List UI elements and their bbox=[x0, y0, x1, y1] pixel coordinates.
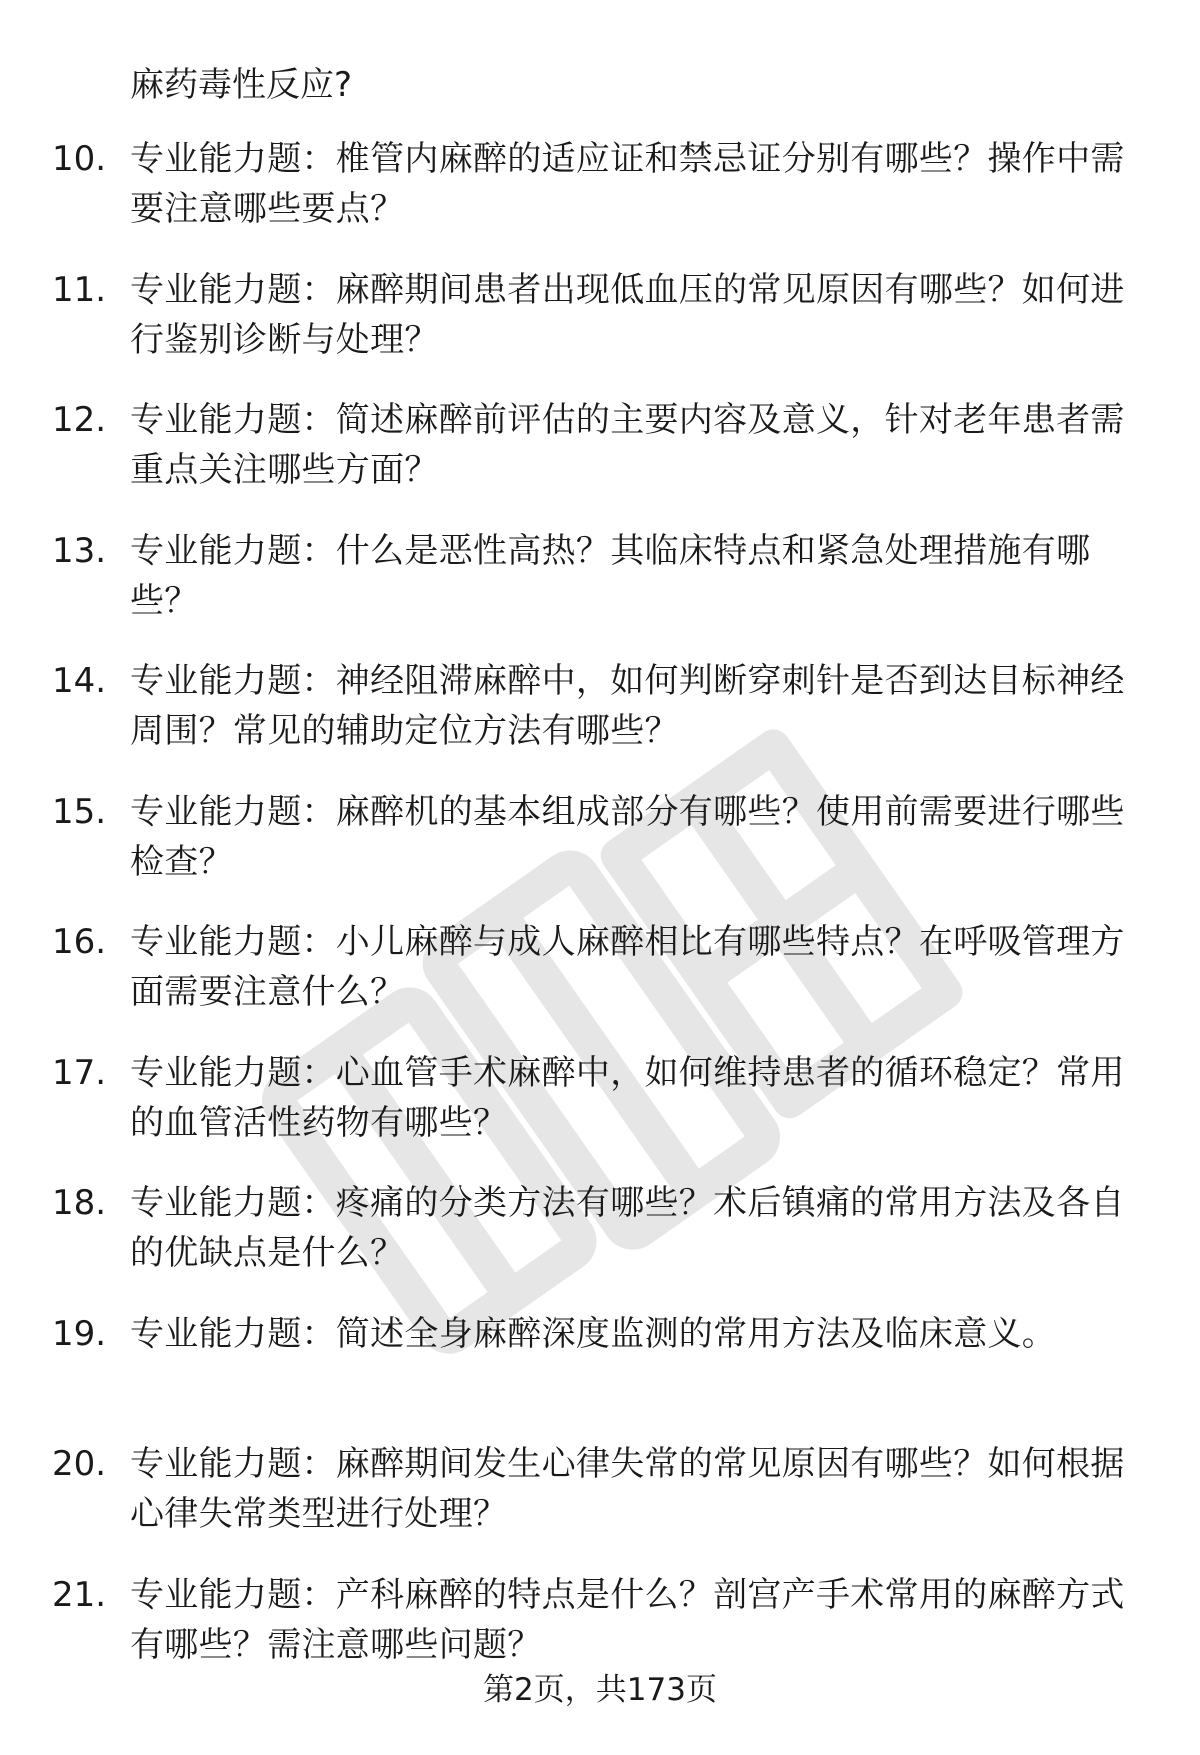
question-text: 专业能力题：简述麻醉前评估的主要内容及意义，针对老年患者需重点关注哪些方面？ bbox=[130, 400, 1125, 490]
list-item bbox=[0, 1309, 1200, 1440]
question-text: 专业能力题：麻醉机的基本组成部分有哪些？使用前需要进行哪些检查？ bbox=[130, 791, 1125, 882]
question-text: 专业能力题：麻醉期间发生心律失常的常见原因有哪些？如何根据心律失常类型进行处理？ bbox=[130, 1444, 1125, 1534]
question-number: 19. bbox=[52, 1313, 107, 1354]
list-item bbox=[0, 656, 1200, 787]
question-number: 15. bbox=[52, 791, 107, 832]
question-list bbox=[0, 134, 1200, 1700]
list-item bbox=[0, 1439, 1200, 1570]
question-number: 20. bbox=[52, 1444, 107, 1484]
list-item bbox=[0, 526, 1200, 657]
question-number: 16. bbox=[52, 922, 107, 962]
list-item bbox=[0, 395, 1200, 526]
list-item bbox=[0, 1048, 1200, 1179]
question-text: 专业能力题：神经阻滞麻醉中，如何判断穿刺针是否到达目标神经周围？常见的辅助定位方法有哪些？ bbox=[130, 661, 1125, 751]
question-number: 21. bbox=[52, 1574, 107, 1615]
question-number: 12. bbox=[52, 400, 107, 440]
question-number: 17. bbox=[52, 1052, 107, 1093]
question-text: 专业能力题：麻醉期间患者出现低血压的常见原因有哪些？如何进行鉴别诊断与处理？ bbox=[130, 269, 1125, 360]
list-item bbox=[0, 265, 1200, 396]
question-text: 专业能力题：什么是恶性高热？其临床特点和紧急处理措施有哪些？ bbox=[130, 530, 1091, 621]
question-text: 专业能力题：疼痛的分类方法有哪些？术后镇痛的常用方法及各自的优缺点是什么？ bbox=[130, 1183, 1125, 1273]
list-item bbox=[0, 134, 1200, 265]
question-text: 专业能力题：椎管内麻醉的适应证和禁忌证分别有哪些？操作中需要注意哪些要点？ bbox=[130, 139, 1125, 229]
page-footer: 第2页，共173页 bbox=[483, 1672, 717, 1708]
question-text: 专业能力题：简述全身麻醉深度监测的常用方法及临床意义。 bbox=[130, 1313, 1057, 1354]
question-text: 专业能力题：小儿麻醉与成人麻醉相比有哪些特点？在呼吸管理方面需要注意什么？ bbox=[130, 922, 1125, 1012]
list-item bbox=[0, 917, 1200, 1048]
question-number: 11. bbox=[52, 269, 107, 310]
question-number: 14. bbox=[52, 661, 107, 701]
question-text: 专业能力题：产科麻醉的特点是什么？剖宫产手术常用的麻醉方式有哪些？需注意哪些问题？ bbox=[130, 1574, 1125, 1665]
list-item bbox=[0, 1178, 1200, 1309]
question-number: 10. bbox=[52, 139, 107, 179]
continued-question-text: 麻药毒性反应? bbox=[130, 65, 353, 105]
question-number: 13. bbox=[52, 530, 107, 571]
question-text: 专业能力题：心血管手术麻醉中，如何维持患者的循环稳定？常用的血管活性药物有哪些？ bbox=[130, 1052, 1125, 1143]
question-number: 18. bbox=[52, 1183, 107, 1223]
list-item bbox=[0, 787, 1200, 918]
